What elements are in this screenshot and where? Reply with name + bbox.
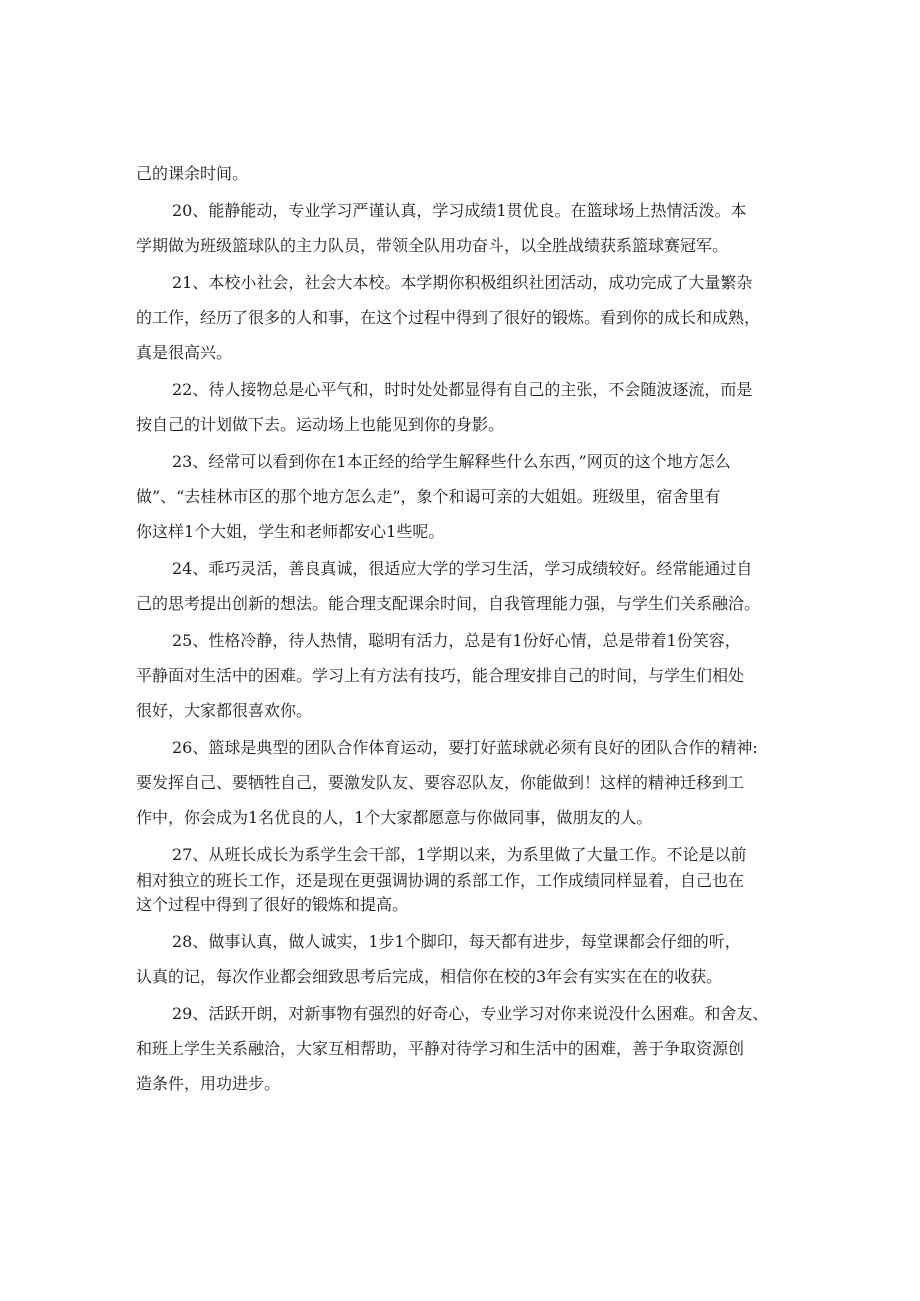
paragraph-line: 29、活跃开朗，对新事物有强烈的好奇心，专业学习对你来说没什么困难。和舍友、	[172, 1004, 769, 1023]
paragraph-line: 22、待人接物总是心平气和，时时处处都显得有自己的主张，不会随波逐流，而是	[172, 380, 753, 399]
paragraph-line: 做”、“去桂林市区的那个地方怎么走”，象个和谒可亲的大姐姐。班级里，宿舍里有	[136, 487, 721, 506]
paragraph-line: 要发挥自己、要牺牲自己，要激发队友、要容忍队友，你能做到！这样的精神迁移到工	[136, 773, 745, 792]
paragraph-line: 真是很高兴。	[136, 343, 233, 362]
paragraph-line: 26、篮球是典型的团队合作体育运动，要打好蓝球就必须有良好的团队合作的精神:	[172, 738, 758, 757]
paragraph-line: 21、本校小社会，社会大本校。本学期你积极组织社团活动，成功完成了大量繁杂	[172, 273, 753, 292]
paragraph-line: 28、做事认真，做人诚实，1步1个脚印，每天都有进步，每堂课都会仔细的听，	[172, 932, 741, 951]
paragraph-line: 平静面对生活中的困难。学习上有方法有技巧，能合理安排自己的时间，与学生们相处	[136, 666, 745, 685]
paragraph-line: 很好，大家都很喜欢你。	[136, 701, 313, 720]
paragraph-line: 20、能静能动，专业学习严谨认真，学习成绩1贯优良。在篮球场上热情活泼。本	[172, 201, 747, 220]
paragraph-line: 己的课余时间。	[136, 164, 249, 183]
paragraph-line: 24、乖巧灵活，善良真诚，很适应大学的学习生活，学习成绩较好。经常能通过自	[172, 559, 753, 578]
paragraph-line: 你这样1个大姐，学生和老师都安心1些呢。	[136, 522, 445, 541]
paragraph-line: 和班上学生关系融洽，大家互相帮助，平静对待学习和生活中的困难，善于争取资源创	[136, 1039, 745, 1058]
paragraph-line: 造条件，用功进步。	[136, 1074, 281, 1093]
paragraph-line: 作中，你会成为1名优良的人，1个大家都愿意与你做同事，做朋友的人。	[136, 808, 653, 827]
paragraph-line: 相对独立的班长工作，还是现在更强调协调的系部工作，工作成绩同样显着，自己也在	[136, 871, 745, 890]
paragraph-line: 己的思考提出创新的想法。能合理支配课余时间，自我管理能力强，与学生们关系融洽。	[136, 594, 761, 613]
paragraph-line: 认真的记，每次作业都会细致思考后完成，相信你在校的3年会有实实在在的收获。	[136, 967, 723, 986]
paragraph-line: 的工作，经历了很多的人和事，在这个过程中得到了很好的锻炼。看到你的成长和成熟，	[136, 308, 761, 327]
paragraph-line: 27、从班长成长为系学生会干部，1学期以来，为系里做了大量工作。不论是以前	[172, 845, 747, 864]
paragraph-line: 这个过程中得到了很好的锻炼和提高。	[136, 895, 409, 914]
paragraph-line: 25、性格冷静，待人热情，聪明有活力，总是有1份好心情，总是带着1份笑容，	[172, 631, 741, 650]
paragraph-line: 学期做为班级篮球队的主力队员，带领全队用功奋斗，以全胜战绩获系篮球赛冠军。	[136, 236, 729, 255]
paragraph-line: 23、经常可以看到你在1本正经的给学生解释些什么东西，”网页的这个地方怎么	[172, 452, 731, 471]
paragraph-line: 按自己的计划做下去。运动场上也能见到你的身影。	[136, 415, 505, 434]
document-body	[136, 162, 790, 1096]
